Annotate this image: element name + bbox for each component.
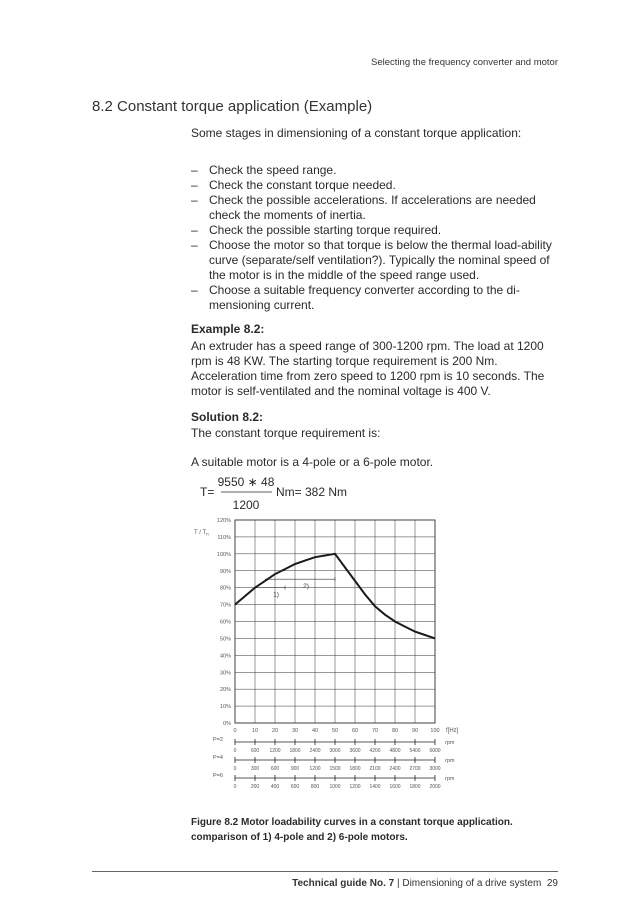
rpm-tick-label: 0 xyxy=(233,766,237,772)
rpm-tick-label: 4800 xyxy=(389,748,401,754)
x-tick-label: 0 xyxy=(233,728,237,734)
y-axis-label xyxy=(194,530,209,537)
loadability-chart xyxy=(180,510,480,800)
x-tick-label: 100 xyxy=(430,728,440,734)
formula-numerator: 9550 ∗ 48 xyxy=(217,475,275,489)
list-item-text: Check the possible accelerations. If accelerations are needed check the moments of inertia. xyxy=(209,193,536,222)
running-header: Selecting the frequency converter and motor xyxy=(371,57,558,68)
rpm-tick-label: 2700 xyxy=(409,766,421,772)
rpm-tick-label: 1200 xyxy=(309,766,321,772)
x-tick-label: 30 xyxy=(291,728,299,734)
rpm-tick-label: 1500 xyxy=(329,766,341,772)
y-tick-label: 110% xyxy=(217,534,231,541)
y-tick-labels xyxy=(217,518,231,727)
list-item xyxy=(191,178,559,193)
rpm-tick-label: 1000 xyxy=(329,784,341,790)
footer-guide: Technical guide No. 7 xyxy=(292,878,395,889)
rpm-scale-pole-label: P=6 xyxy=(213,773,223,779)
y-tick-label: 10% xyxy=(219,704,231,711)
rpm-tick-label: 5400 xyxy=(409,748,421,754)
x-tick-label: 10 xyxy=(251,728,259,734)
rpm-scales xyxy=(213,737,455,790)
list-item xyxy=(191,238,559,283)
rpm-tick-label: 3600 xyxy=(349,748,361,754)
rpm-tick-label: 800 xyxy=(310,784,320,790)
page-number: 29 xyxy=(546,878,558,889)
rpm-scale-pole-label: P=4 xyxy=(213,755,223,761)
intro-text: Some stages in dimensioning of a constant torque application: xyxy=(191,126,522,140)
y-tick-label: 30% xyxy=(219,670,231,677)
y-tick-label: 80% xyxy=(219,585,231,592)
example-title: Example 8.2: xyxy=(191,322,265,336)
x-tick-label: 70 xyxy=(371,728,379,734)
y-axis-label-text: T / T xyxy=(194,530,207,536)
list-item xyxy=(191,193,559,223)
x-tick-label: 90 xyxy=(411,728,419,734)
marker-label: 1) xyxy=(273,591,279,599)
rpm-tick-label: 900 xyxy=(290,766,300,772)
list-dash: – xyxy=(191,283,198,297)
footer-subtitle: Dimensioning of a drive system xyxy=(402,878,542,889)
formula-denominator: 1200 xyxy=(232,498,260,512)
list-item-text: Choose the motor so that torque is below the thermal load-ability curve (separate/self ventilation?). Typically the nominal speed of the motor is in the middle of the speed range used. xyxy=(209,238,552,282)
x-axis-label: f[Hz] xyxy=(446,728,459,734)
list-dash: – xyxy=(191,193,198,207)
rpm-tick-label: 1400 xyxy=(369,784,381,790)
rpm-tick-label: 200 xyxy=(250,784,260,790)
y-tick-label: 20% xyxy=(219,687,231,694)
x-tick-label: 20 xyxy=(271,728,279,734)
rpm-tick-label: 2100 xyxy=(369,766,381,772)
list-item-text: Check the constant torque needed. xyxy=(209,178,396,192)
y-tick-label: 50% xyxy=(219,636,231,643)
list-dash: – xyxy=(191,238,198,252)
y-tick-label: 100% xyxy=(216,551,231,558)
y-tick-label: 0% xyxy=(223,721,231,727)
example-text: An extruder has a speed range of 300-1200 rpm. The load at 1200 rpm is 48 KW. The starting torque requirement is 200 Nm. Acceleration time from zero speed to 1200 rpm is 10 seconds. The motor is self-ventilated and the nominal voltage is 400 V. xyxy=(191,339,545,398)
rpm-tick-label: 1600 xyxy=(389,784,401,790)
list-item-text: Check the speed range. xyxy=(209,163,337,177)
rpm-scale-unit: rpm xyxy=(445,776,455,782)
list-item-text: Choose a suitable frequency converter according to the di-mensioning current. xyxy=(209,283,520,312)
x-tick-label: 60 xyxy=(351,728,359,734)
rpm-scale-pole-label: P=2 xyxy=(213,737,223,743)
rpm-tick-label: 0 xyxy=(233,748,237,754)
chart-grid xyxy=(235,520,435,723)
y-tick-label: 70% xyxy=(219,602,231,609)
rpm-tick-label: 600 xyxy=(270,766,280,772)
y-tick-label: 120% xyxy=(216,518,231,524)
y-tick-label: 60% xyxy=(219,619,231,626)
list-item xyxy=(191,283,559,313)
y-tick-label: 40% xyxy=(219,653,231,660)
y-axis-label-sub: n xyxy=(206,531,209,537)
figure-caption: Figure 8.2 Motor loadability curves in a constant torque application. comparison of 1) 4-pole and 2) 6-pole motors. xyxy=(191,817,513,843)
formula-rhs: Nm= 382 Nm xyxy=(276,485,348,499)
rpm-tick-label: 600 xyxy=(290,784,300,790)
torque-formula xyxy=(200,475,400,515)
rpm-tick-label: 3000 xyxy=(329,748,341,754)
rpm-tick-label: 1200 xyxy=(269,748,281,754)
list-dash: – xyxy=(191,178,198,192)
x-tick-label: 50 xyxy=(331,728,339,734)
rpm-tick-label: 3000 xyxy=(429,766,441,772)
rpm-scale-unit: rpm xyxy=(445,740,455,746)
rpm-tick-label: 0 xyxy=(233,784,237,790)
steps-list xyxy=(191,163,559,313)
footer-separator: | xyxy=(396,878,400,889)
marker-label: 2) xyxy=(303,583,309,591)
list-item xyxy=(191,223,559,238)
x-tick-labels xyxy=(233,728,439,734)
y-tick-label: 90% xyxy=(219,568,231,575)
solution-title: Solution 8.2: xyxy=(191,410,263,424)
suitable-motor-text: A suitable motor is a 4-pole or a 6-pole motor. xyxy=(191,455,434,469)
rpm-tick-label: 1800 xyxy=(289,748,301,754)
footer-divider xyxy=(92,871,558,872)
x-tick-label: 40 xyxy=(311,728,319,734)
rpm-tick-label: 2400 xyxy=(389,766,401,772)
rpm-tick-label: 1200 xyxy=(349,784,361,790)
rpm-tick-label: 400 xyxy=(270,784,280,790)
x-tick-label: 80 xyxy=(391,728,399,734)
list-dash: – xyxy=(191,163,198,177)
footer xyxy=(292,878,558,889)
list-item xyxy=(191,163,559,178)
formula-lhs: T= xyxy=(200,485,215,499)
rpm-tick-label: 600 xyxy=(250,748,260,754)
rpm-tick-label: 300 xyxy=(250,766,260,772)
rpm-tick-label: 4200 xyxy=(369,748,381,754)
rpm-tick-label: 1800 xyxy=(409,784,421,790)
list-item-text: Check the possible starting torque required. xyxy=(209,223,442,237)
rpm-tick-label: 6000 xyxy=(429,748,441,754)
rpm-tick-label: 2000 xyxy=(429,784,441,790)
rpm-tick-label: 1800 xyxy=(349,766,361,772)
list-dash: – xyxy=(191,223,198,237)
section-title: 8.2 Constant torque application (Example) xyxy=(92,98,373,115)
rpm-tick-label: 2400 xyxy=(309,748,321,754)
solution-text: The constant torque requirement is: xyxy=(191,426,381,440)
rpm-scale-unit: rpm xyxy=(445,758,455,764)
